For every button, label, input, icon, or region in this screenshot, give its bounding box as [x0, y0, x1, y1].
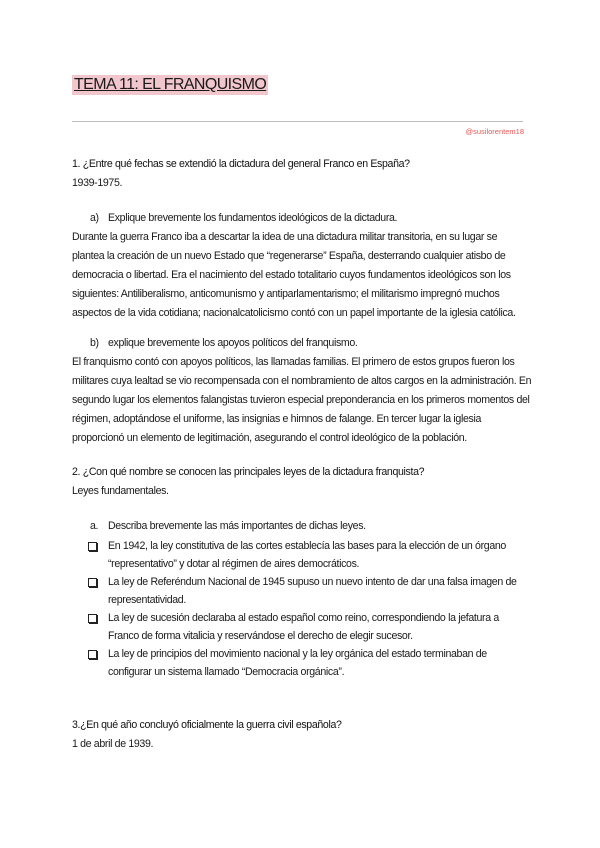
question-3-text: 3.¿En qué año concluyó oficialmente la guerra civil española?	[72, 719, 342, 731]
list-item: La ley de Referéndum Nacional de 1945 supuso un nuevo intento de dar una falsa imagen de representatividad.	[88, 573, 528, 609]
question-2a-text: Describa brevemente las más importantes de dichas leyes.	[108, 520, 366, 532]
question-1b-text: explique brevemente los apoyos políticos del franquismo.	[108, 337, 358, 349]
question-1a-answer: Durante la guerra Franco iba a descartar la idea de una dictadura militar transitoria, en su lugar se plantea la creación de un nuevo Estado que “regenerarse” España, desterrando cualquier atisbo de democracia o libertad. Era el nacimiento del estado totalitario cuyos fundamentos ideológicos son los siguientes: Antiliberalismo, anticomunismo y antiparlamentarismo; el militarismo impregnó muchos aspectos de la vida cotidiana; nacionalcatolicismo contó con un papel importante de la iglesia católica.	[72, 231, 516, 319]
question-1b-marker: b)	[90, 337, 99, 349]
question-1	[72, 155, 532, 193]
question-1-text: 1. ¿Entre qué fechas se extendió la dictadura del general Franco en España?	[72, 158, 410, 170]
list-item: La ley de sucesión declaraba al estado español como reino, correspondiendo la jefatura a Franco de forma vitalicia y reservándose el derecho de elegir sucesor.	[88, 609, 528, 645]
divider	[72, 121, 523, 122]
question-3	[72, 716, 532, 754]
checkbox-bullet-icon	[88, 542, 97, 551]
question-2	[72, 463, 532, 501]
question-2a-heading	[90, 517, 366, 536]
checkbox-bullet-icon	[88, 650, 97, 659]
question-1b-heading	[90, 334, 358, 353]
laws-list	[88, 537, 528, 681]
checkbox-bullet-icon	[88, 578, 97, 587]
question-2a-marker: a.	[90, 520, 99, 532]
author-handle: @susilorentem18	[465, 127, 524, 136]
list-item: En 1942, la ley constitutiva de las cortes establecía las bases para la elección de un órgano “representativo” y dotar al régimen de aires democráticos.	[88, 537, 528, 573]
question-2-answer: Leyes fundamentales.	[72, 485, 169, 497]
question-3-answer: 1 de abril de 1939.	[72, 738, 154, 750]
question-1-answer: 1939-1975.	[72, 177, 123, 189]
question-2-text: 2. ¿Con qué nombre se conocen las principales leyes de la dictadura franquista?	[72, 466, 425, 478]
question-1a-marker: a)	[90, 212, 99, 224]
question-1a-heading	[90, 209, 397, 228]
question-1a-text: Explique brevemente los fundamentos ideológicos de la dictadura.	[108, 212, 398, 224]
checkbox-bullet-icon	[88, 614, 97, 623]
page-title: TEMA 11: EL FRANQUISMO	[74, 76, 267, 93]
list-item: La ley de principios del movimiento nacional y la ley orgánica del estado terminaban de configurar un sistema llamado “Democracia orgánica”.	[88, 645, 528, 681]
question-1b-answer: El franquismo contó con apoyos políticos, las llamadas familias. El primero de estos grupos fueron los militares cuya lealtad se vio recompensada con el nombramiento de altos cargos en la administración. En segundo lugar los elementos falangistas tuvieron especial preponderancia en los primeros momentos del régimen, adoptándose el uniforme, las insignias e himnos de falange. En tercer lugar la iglesia proporcionó un elemento de legitimación, asegurando el control ideológico de la población.	[72, 356, 532, 444]
